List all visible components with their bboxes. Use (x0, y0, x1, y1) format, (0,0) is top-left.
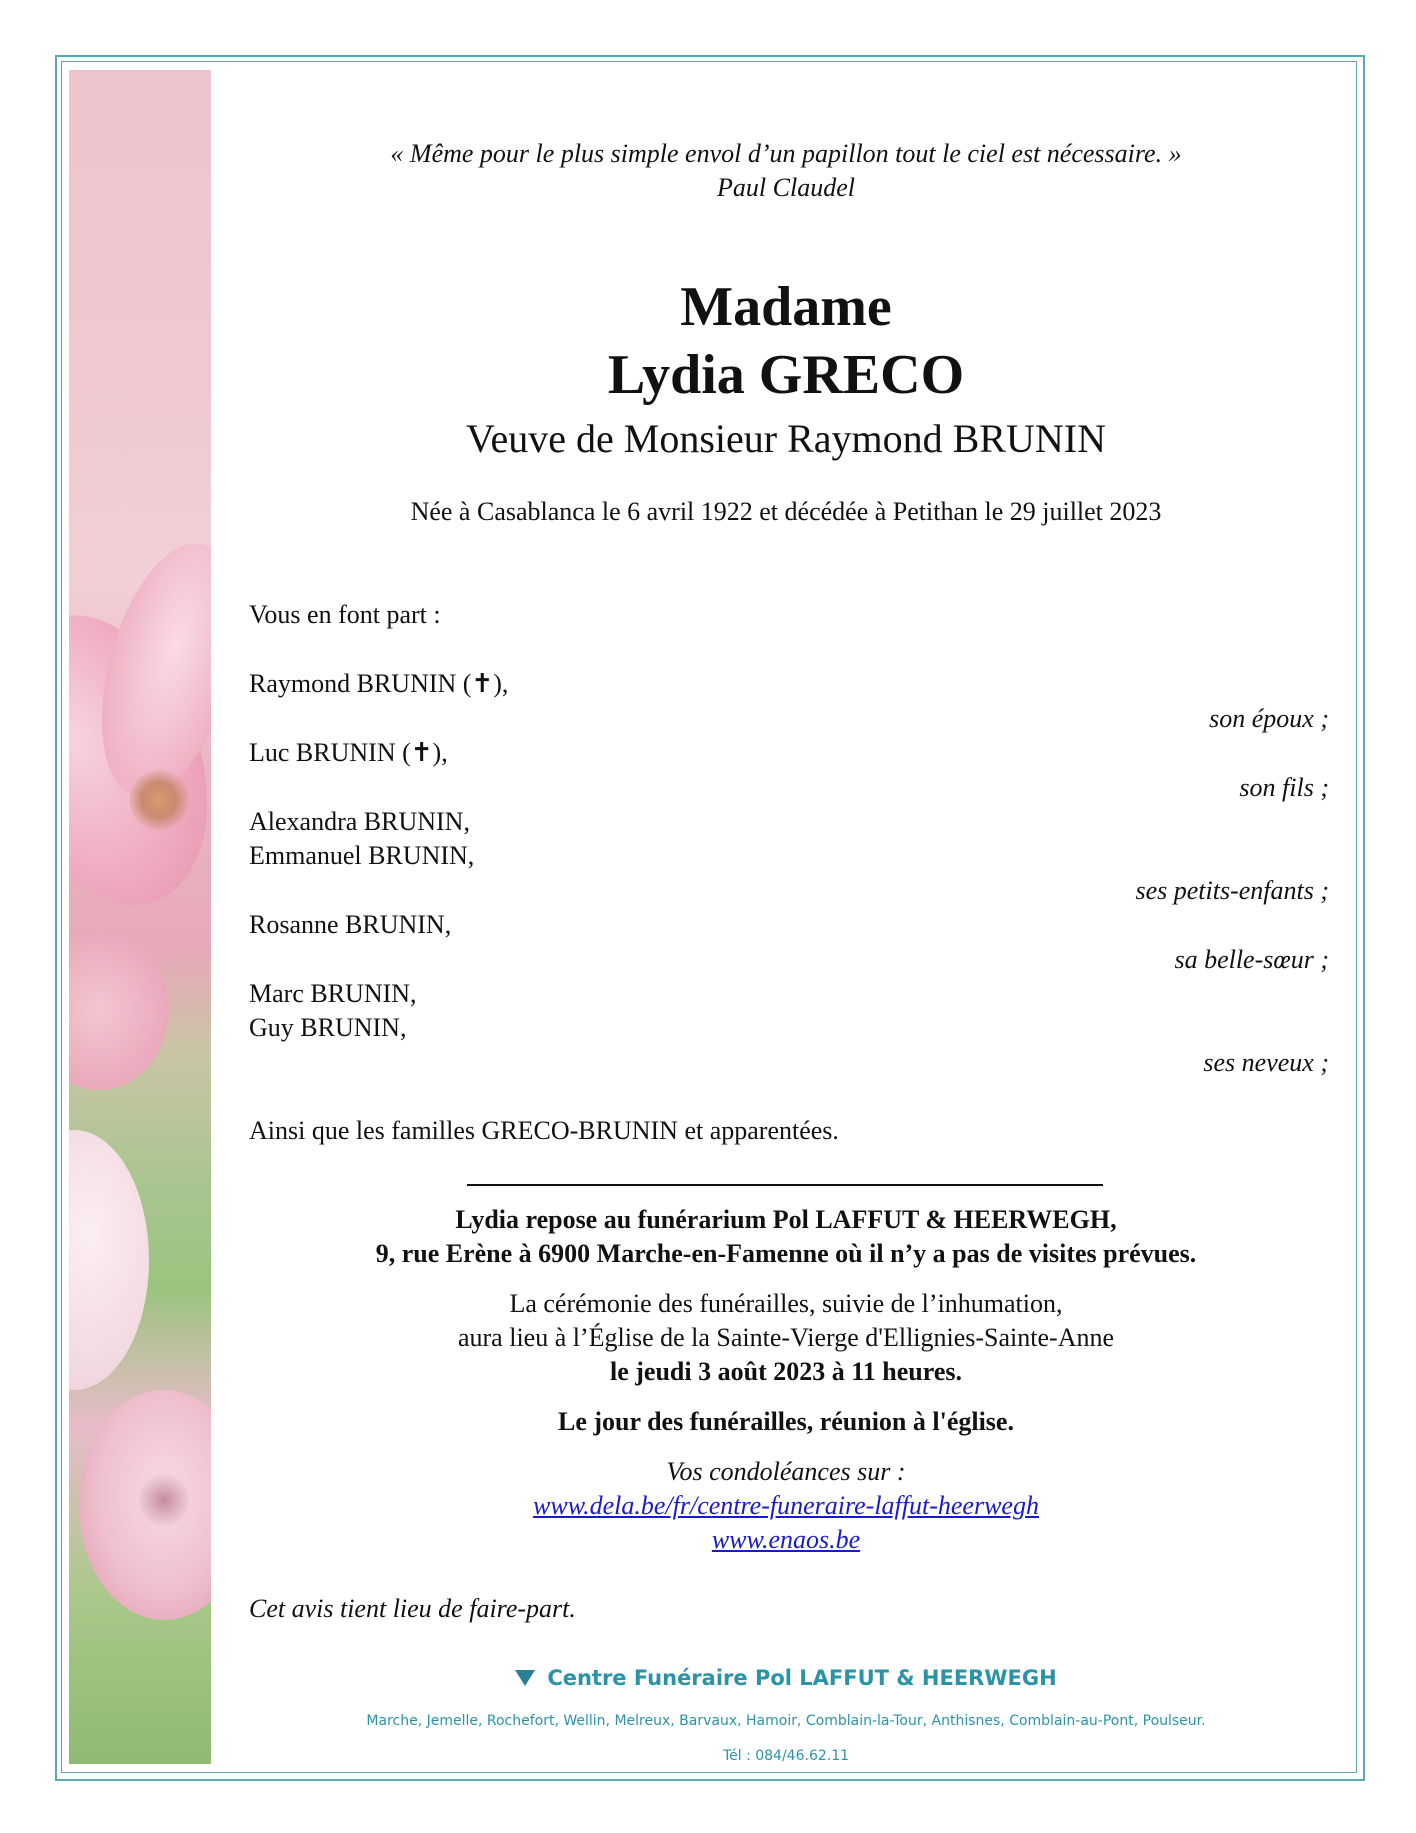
ceremony-line-2: aura lieu à l’Église de la Sainte-Vierge d'Ellignies-Sainte-Anne (457, 1323, 1115, 1352)
ceremony-date: le jeudi 3 août 2023 à 11 heures. (610, 1357, 962, 1386)
family-name: Rosanne BRUNIN, (249, 910, 452, 939)
announcement-intro: Vous en font part : (249, 600, 441, 629)
family-relation: ses neveux ; (1203, 1048, 1329, 1077)
pale-petal (69, 1130, 149, 1390)
quote-author: Paul Claudel (717, 173, 855, 202)
family-relation: son fils ; (1239, 773, 1329, 802)
repose-line-1: Lydia repose au funérarium Pol LAFFUT & HEERWEGH, (455, 1205, 1117, 1234)
repose-line-2: 9, rue Erène à 6900 Marche-en-Famenne où il n’y a pas de visites prévues. (375, 1239, 1197, 1268)
condolences-label: Vos condoléances sur : (666, 1457, 906, 1486)
deceased-name: Lydia GRECO (607, 344, 965, 406)
separator-line (467, 1184, 1103, 1186)
widow-of: Veuve de Monsieur Raymond BRUNIN (466, 416, 1106, 461)
brand-towns: Marche, Jemelle, Rochefort, Wellin, Melreux, Barvaux, Hamoir, Comblain-la-Tour, Anthisnes, Comblain-au-Pont, Poulseur. (366, 1713, 1206, 1729)
family-relation: son époux ; (1209, 704, 1329, 733)
ceremony-line-1: La cérémonie des funérailles, suivie de l’inhumation, (509, 1289, 1063, 1318)
birth-death: Née à Casablanca le 6 avril 1922 et décédée à Petithan le 29 juillet 2023 (410, 497, 1162, 526)
triangle-down-icon (515, 1670, 535, 1686)
brand-name: Centre Funéraire Pol LAFFUT & HEERWEGH (547, 1666, 1057, 1690)
announcement-closing: Ainsi que les familles GRECO-BRUNIN et apparentées. (249, 1116, 839, 1145)
family-name: Guy BRUNIN, (249, 1013, 407, 1042)
condolences-link-dela[interactable]: www.dela.be/fr/centre-funeraire-laffut-heerwegh (533, 1491, 1039, 1520)
quote-text: « Même pour le plus simple envol d’un papillon tout le ciel est nécessaire. » (390, 139, 1182, 168)
family-name: Luc BRUNIN (✝), (249, 738, 448, 767)
family-name: Raymond BRUNIN (✝), (249, 669, 509, 698)
condolences-link-enaos[interactable]: www.enaos.be (711, 1525, 861, 1554)
funeral-home-brand (211, 1666, 1361, 1690)
pink-petal (69, 930, 169, 1090)
family-name: Emmanuel BRUNIN, (249, 841, 475, 870)
flower-photo-strip (69, 70, 211, 1764)
deceased-title: Madame (680, 276, 892, 338)
family-name: Alexandra BRUNIN, (249, 807, 470, 836)
family-relation: ses petits-enfants ; (1135, 876, 1329, 905)
family-name: Marc BRUNIN, (249, 979, 417, 1008)
meeting-note: Le jour des funérailles, réunion à l'église. (558, 1407, 1014, 1436)
flower-center (129, 770, 189, 830)
brand-telephone: Tél : 084/46.62.11 (722, 1748, 850, 1764)
family-relation: sa belle-sœur ; (1174, 945, 1329, 974)
flower-center (139, 1470, 189, 1530)
notice-text: Cet avis tient lieu de faire-part. (249, 1594, 576, 1623)
